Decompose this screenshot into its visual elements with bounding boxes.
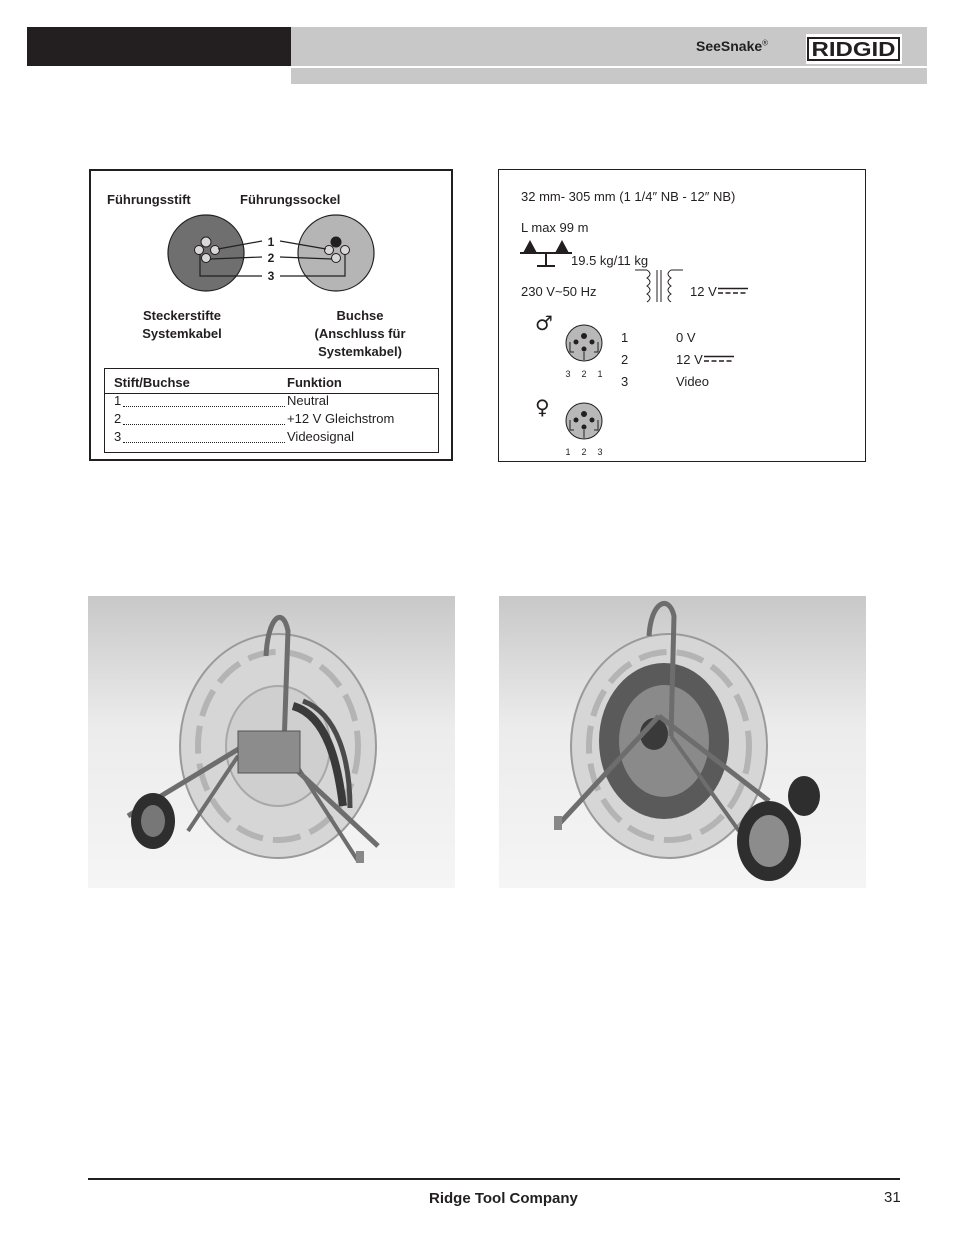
leader-dots: [123, 406, 285, 407]
ridgid-logo: [806, 34, 902, 64]
pin-label: 2: [581, 369, 587, 379]
spec-pin-value: 0 V: [676, 330, 696, 345]
leader-dots: [123, 442, 285, 443]
specifications-box: [498, 169, 866, 462]
table-cell-function: Neutral: [287, 393, 329, 408]
guide-socket-label: Führungssockel: [240, 192, 341, 207]
female-symbol-icon: ♀: [535, 395, 550, 419]
male-symbol-icon: ♂: [535, 311, 553, 335]
table-header: Stift/Buchse: [114, 375, 190, 390]
female-connector-icon: [560, 400, 610, 458]
header-black-bar: [27, 27, 291, 66]
male-connector-icon: [560, 322, 610, 380]
table-cell-pin: 2: [114, 411, 122, 426]
pipe-range: 32 mm- 305 mm (1 1/4″ NB - 12″ NB): [521, 189, 736, 204]
spec-pin-value: Video: [676, 374, 710, 389]
pin-label: 1: [565, 447, 571, 457]
dc-symbol-icon: [704, 355, 734, 363]
pin-number: 3: [267, 269, 275, 283]
reel-photo-back: [88, 596, 455, 888]
company-name: Ridge Tool Company: [429, 1190, 578, 1207]
pin-function-table: [104, 368, 439, 453]
leader-dots: [123, 424, 285, 425]
table-cell-function: Videosignal: [287, 429, 354, 444]
header-gray-strip: [291, 68, 927, 84]
spec-pin-num: 2: [621, 352, 629, 367]
table-cell-pin: 3: [114, 429, 122, 444]
table-header: Funktion: [287, 375, 342, 390]
spec-pin-num: 1: [621, 330, 629, 345]
plug-label: Steckerstifte Systemkabel: [142, 308, 222, 341]
table-cell-function: +12 V Gleichstrom: [287, 411, 395, 426]
length-max: L max 99 m: [521, 220, 589, 235]
footer-rule: [88, 1178, 900, 1180]
weight-value: 19.5 kg/11 kg: [571, 253, 649, 268]
weight-icon: [520, 235, 572, 269]
svg-text:RIDGID: RIDGID: [811, 39, 896, 61]
socket-label: Buchse (Anschluss für Systemkabel): [314, 308, 406, 359]
product-name: SeeSnake®: [696, 38, 769, 54]
dc-symbol-icon: [718, 287, 748, 295]
pin-label: 3: [565, 369, 571, 379]
output-voltage: 12 V: [690, 284, 717, 299]
input-voltage: 230 V~50 Hz: [521, 284, 597, 299]
spec-pin-num: 3: [621, 374, 629, 389]
pin-label: 2: [581, 447, 587, 457]
transformer-icon: [633, 268, 685, 304]
reel-photo-front: [499, 596, 866, 888]
pin-label: 1: [597, 369, 603, 379]
pin-label: 3: [597, 447, 603, 457]
connector-diagram: [160, 212, 385, 297]
page-number: 31: [884, 1189, 901, 1206]
pin-number: 2: [267, 251, 275, 265]
guide-pin-label: Führungsstift: [107, 192, 191, 207]
pin-number: 1: [267, 235, 275, 249]
spec-pin-value: 12 V: [676, 352, 703, 367]
table-cell-pin: 1: [114, 393, 122, 408]
